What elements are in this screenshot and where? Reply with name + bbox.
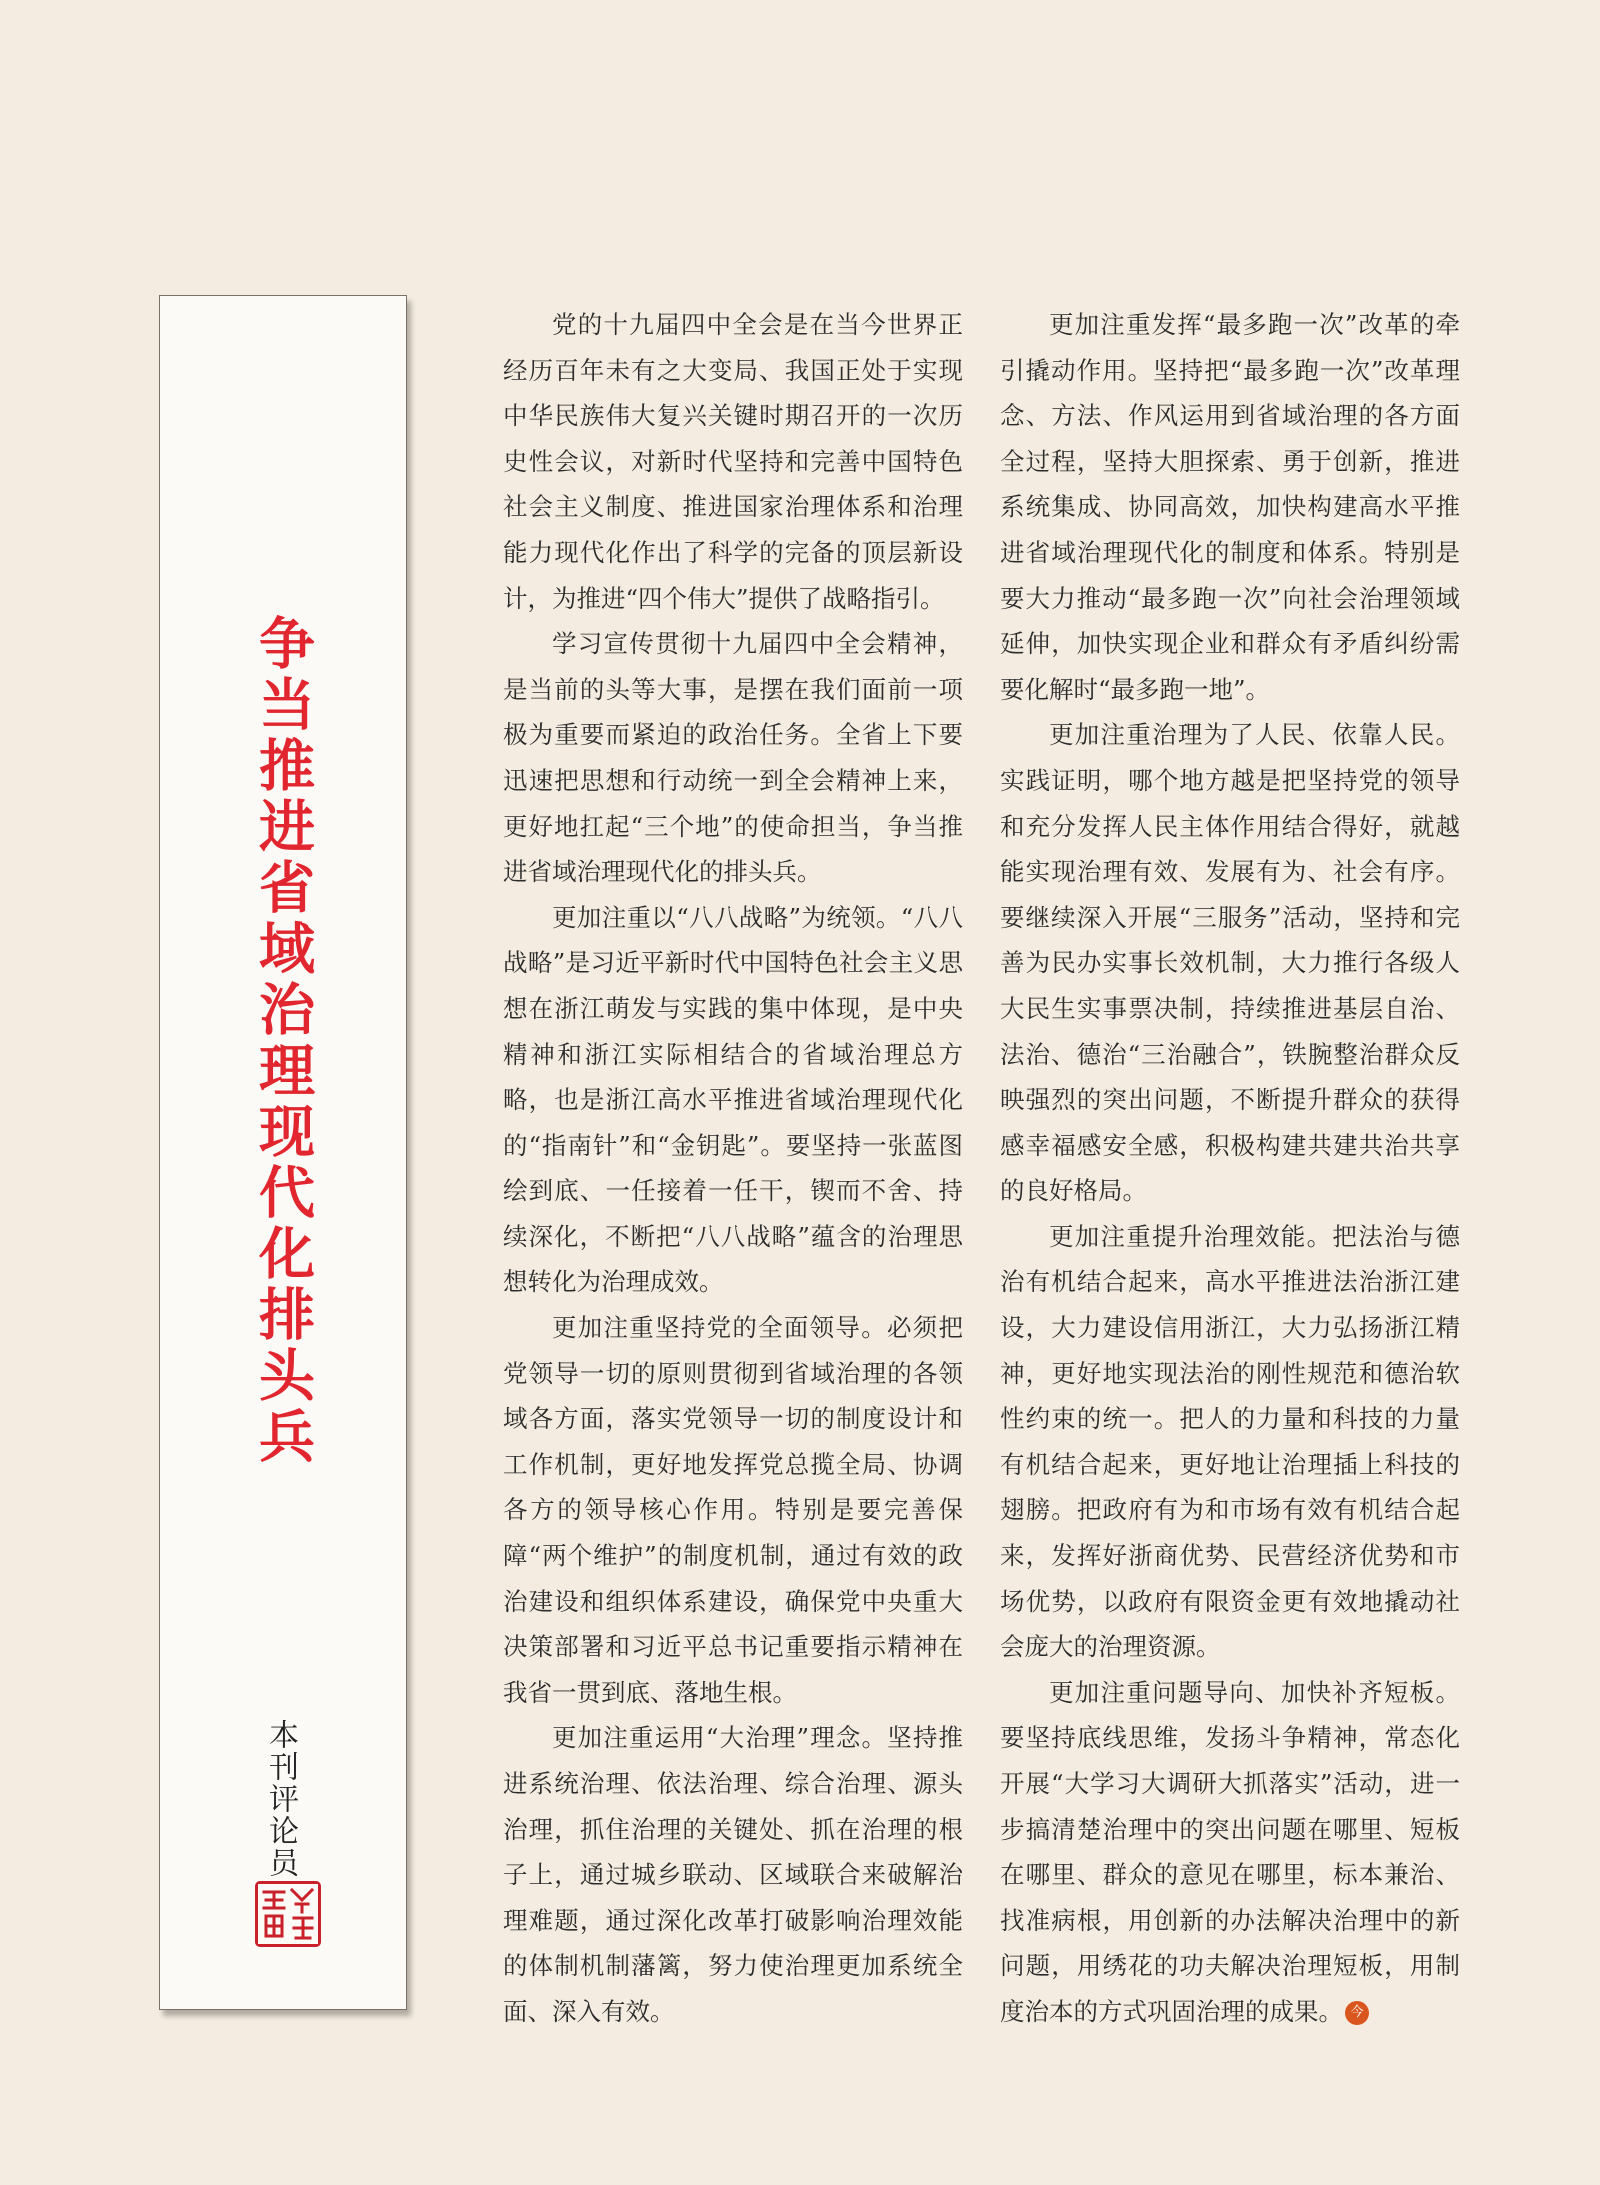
paragraph: 更加注重坚持党的全面领导。必须把党领导一切的原则贯彻到省域治理的各领域各方面，落实党领导一切的制度设计和工作机制，更好地发挥党总揽全局、协调各方的领导核心作用。特别是要完善保障“两个维护”的制度机制，通过有效的政治建设和组织体系建设，确保党中央重大决策部署和习近平总书记重要指示精神在我省一贯到底、落地生根。 <box>503 1313 963 1707</box>
author-byline: 本刊评论员 <box>263 1719 298 1879</box>
paragraph-final-text: 更加注重问题导向、加快补齐短板。要坚持底线思维，发扬斗争精神，常态化开展“大学习大调研大抓落实”活动，进一步搞清楚治理中的突出问题在哪里、短板在哪里、群众的意见在哪里，标本兼治、找准病根，用创新的办法解决治理中的新问题，用绣花的功夫解决治理短板，用制度治本的方式巩固治理的成果。 <box>1000 1677 1460 2026</box>
paragraph: 更加注重治理为了人民、依靠人民。实践证明，哪个地方越是把坚持党的领导和充分发挥人民主体作用结合得好，就越能实现治理有效、发展有为、社会有序。要继续深入开展“三服务”活动，坚持和完善为民办实事长效机制，大力推行各级人大民生实事票决制，持续推进基层自治、法治、德治“三治融合”，铁腕整治群众反映强烈的突出问题，不断提升群众的获得感幸福感安全感，积极构建共建共治共享的良好格局。 <box>1000 720 1460 1206</box>
paragraph-final <box>1000 1670 1460 2035</box>
paragraph: 更加注重以“八八战略”为统领。“八八战略”是习近平新时代中国特色社会主义思想在浙江萌发与实践的集中体现，是中央精神和浙江实际相结合的省域治理总方略，也是浙江高水平推进省域治理现代化的“指南针”和“金钥匙”。要坚持一张蓝图绘到底、一任接着一任干，锲而不舍、持续深化，不断把“八八战略”蕴含的治理思想转化为治理成效。 <box>503 902 963 1297</box>
paragraph: 学习宣传贯彻十九届四中全会精神，是当前的头等大事，是摆在我们面前一项极为重要而紧迫的政治任务。全省上下要迅速把思想和行动统一到全会精神上来，更好地扛起“三个地”的使命担当，争当推进省域治理现代化的排头兵。 <box>503 629 963 887</box>
seal-stamp-icon <box>255 1881 321 1947</box>
article-column-right <box>1000 302 1460 2035</box>
article-column-left <box>503 302 963 2035</box>
paragraph: 党的十九届四中全会是在当今世界正经历百年未有之大变局、我国正处于实现中华民族伟大复兴关键时期召开的一次历史性会议，对新时代坚持和完善中国特色社会主义制度、推进国家治理体系和治理能力现代化作出了科学的完备的顶层新设计，为推进“四个伟大”提供了战略指引。 <box>503 310 963 613</box>
paragraph: 更加注重发挥“最多跑一次”改革的牵引撬动作用。坚持把“最多跑一次”改革理念、方法、作风运用到省域治理的各方面全过程，坚持大胆探索、勇于创新，推进系统集成、协同高效，加快构建高水平推进省域治理现代化的制度和体系。特别是要大力推动“最多跑一次”向社会治理领域延伸，加快实现企业和群众有矛盾纠纷需要化解时“最多跑一地”。 <box>1000 310 1460 704</box>
paragraph: 更加注重运用“大治理”理念。坚持推进系统治理、依法治理、综合治理、源头治理，抓住治理的关键处、抓在治理的根子上，通过城乡联动、区域联合来破解治理难题，通过深化改革打破影响治理效能的体制机制藩篱，努力使治理更加系统全面、深入有效。 <box>503 1723 963 2026</box>
article-title: 争当推进省域治理现代化排头兵 <box>250 614 315 1468</box>
paragraph: 更加注重提升治理效能。把法治与德治有机结合起来，高水平推进法治浙江建设，大力建设信用浙江，大力弘扬浙江精神，更好地实现法治的刚性规范和德治软性约束的统一。把人的力量和科技的力量有机结合起来，更好地让治理插上科技的翅膀。把政府有为和市场有效有机结合起来，发挥好浙商优势、民营经济优势和市场优势，以政府有限资金更有效地撬动社会庞大的治理资源。 <box>1000 1221 1460 1662</box>
end-mark-icon: 今 <box>1345 2001 1369 2025</box>
title-sidebar <box>159 295 407 2010</box>
